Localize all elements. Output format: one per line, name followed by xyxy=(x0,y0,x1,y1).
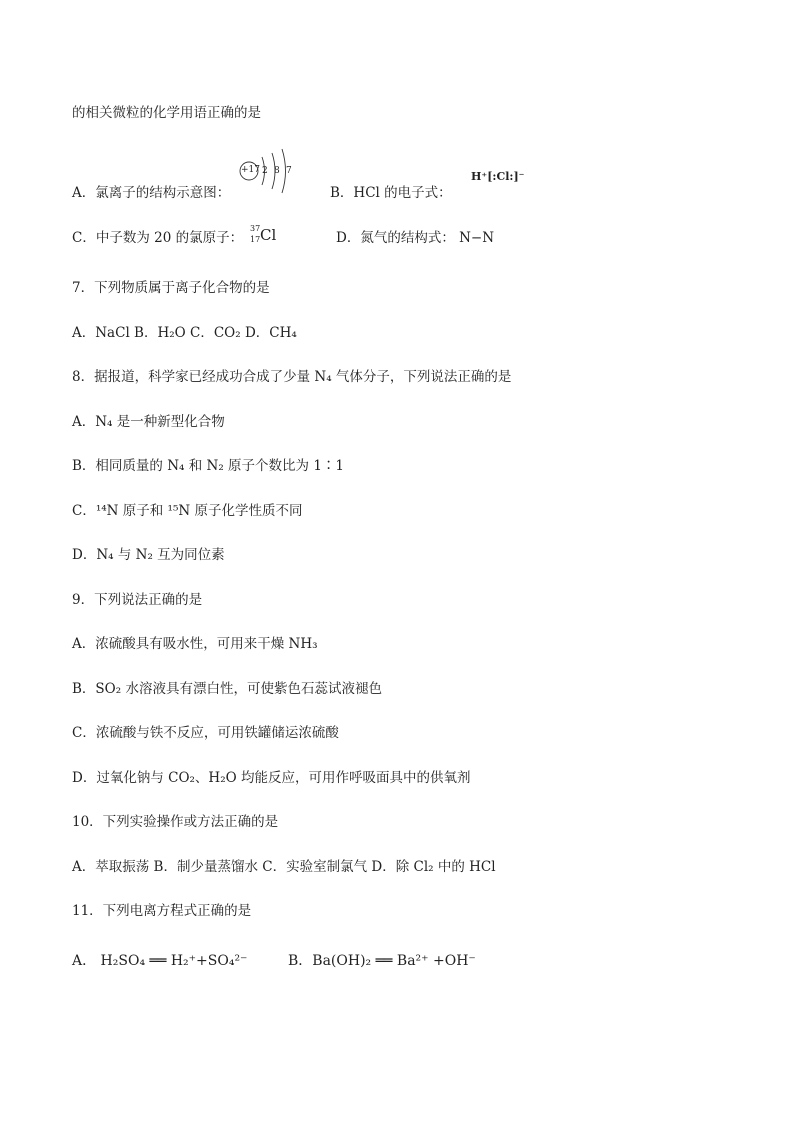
q7-stem: 7．下列物质属于离子化合物的是 xyxy=(72,280,270,296)
q9-option-c: C．浓硫酸与铁不反应，可用铁罐储运浓硫酸 xyxy=(72,725,339,741)
element-symbol: Cl xyxy=(260,226,277,244)
hcl-electron-formula: H⁺[:Cl:]⁻ xyxy=(471,170,525,183)
q6-option-c: C．中子数为 20 的氯原子： xyxy=(72,230,244,246)
q8-option-d: D．N₄ 与 N₂ 互为同位素 xyxy=(72,547,225,563)
q9-stem: 9．下列说法正确的是 xyxy=(72,592,203,608)
q6-option-a: A．氯离子的结构示意图： xyxy=(72,185,231,201)
q7-options: A．NaCl B．H₂O C．CO₂ D．CH₄ xyxy=(72,325,297,341)
shell-1-count: 2 xyxy=(262,166,268,176)
q9-option-b: B．SO₂ 水溶液具有漂白性，可使紫色石蕊试液褪色 xyxy=(72,681,382,697)
q11-option-b: B．Ba(OH)₂ ══ Ba²⁺ +OH⁻ xyxy=(288,953,476,969)
q11-stem: 11．下列电离方程式正确的是 xyxy=(72,903,252,919)
q6-option-b: B．HCl 的电子式： xyxy=(330,185,452,201)
q9-option-a: A．浓硫酸具有吸水性，可用来干燥 NH₃ xyxy=(72,636,318,652)
q8-stem: 8．据报道，科学家已经成功合成了少量 N₄ 气体分子，下列说法正确的是 xyxy=(72,369,512,385)
mass-number: 37 xyxy=(250,224,261,233)
chlorine-isotope-notation xyxy=(250,224,280,248)
q10-options: A．萃取振荡 B．制少量蒸馏水 C．实验室制氯气 D．除 Cl₂ 中的 HCl xyxy=(72,859,496,875)
q8-option-b: B．相同质量的 N₄ 和 N₂ 原子个数比为 1∶1 xyxy=(72,458,345,474)
q11-option-a: A． H₂SO₄ ══ H₂⁺+SO₄²⁻ xyxy=(72,953,248,969)
chloride-ion-structure-diagram xyxy=(238,147,298,195)
intro-text: 的相关微粒的化学用语正确的是 xyxy=(72,105,261,121)
q10-stem: 10．下列实验操作或方法正确的是 xyxy=(72,814,279,830)
q8-option-c: C．¹⁴N 原子和 ¹⁵N 原子化学性质不同 xyxy=(72,503,303,519)
q8-option-a: A．N₄ 是一种新型化合物 xyxy=(72,414,225,430)
atomic-number: 17 xyxy=(250,235,261,244)
q6-option-d: D．氮气的结构式： N−N xyxy=(336,230,495,246)
shell-2-count: 8 xyxy=(274,166,280,176)
shell-3-count: 7 xyxy=(286,166,292,176)
q9-option-d: D．过氧化钠与 CO₂、H₂O 均能反应，可用作呼吸面具中的供氧剂 xyxy=(72,770,471,786)
nucleus-charge: +17 xyxy=(241,165,260,175)
